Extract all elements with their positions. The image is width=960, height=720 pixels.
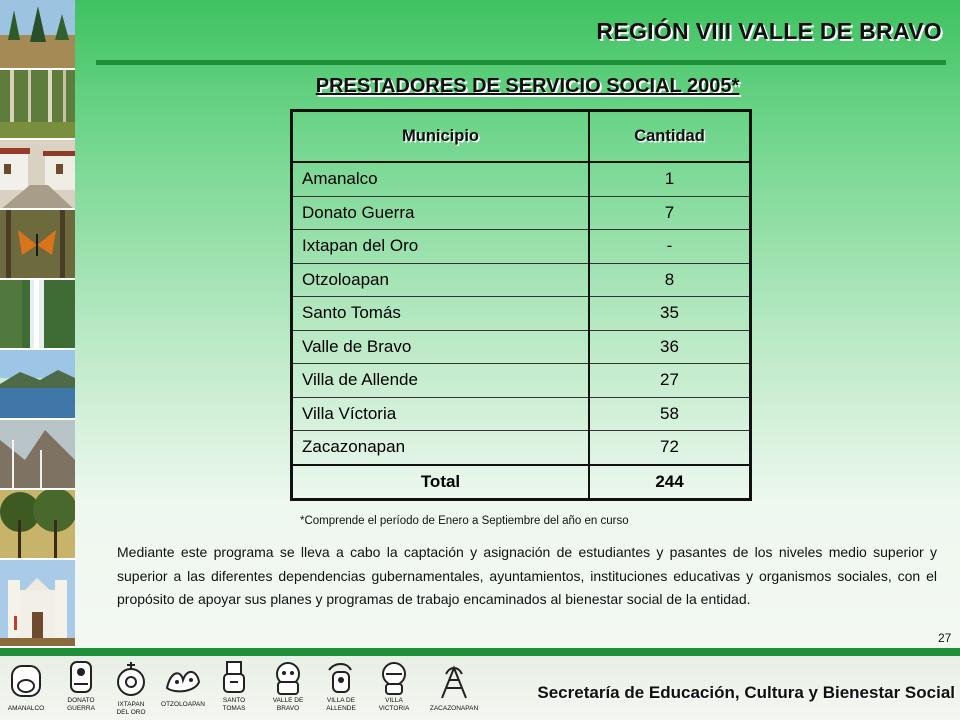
mun-label: VILLA DE [326,697,356,704]
glyph-villa-de-allende [315,660,367,712]
glyph-amanalco [0,660,52,713]
table-row [292,297,751,331]
photo-lake [0,350,75,420]
cell-municipio: Santo Tomás [292,297,590,331]
secretaria-label: Secretaría de Educación, Cultura y Bienestar Social [537,683,955,702]
glyph-otzoloapan [157,660,209,709]
villa-victoria-glyph-icon [374,660,414,696]
cell-municipio: Zacazonapan [292,431,590,465]
cell-cantidad: 7 [589,196,751,230]
photo-street [0,140,75,210]
donato-guerra-glyph-icon [61,660,101,696]
zacazonapan-glyph-icon [432,660,476,704]
total-label: Total [292,465,590,500]
page-title: PRESTADORES DE SERVICIO SOCIAL 2005* [315,75,740,97]
glyph-santo-tomas [208,660,260,712]
footnote: *Comprende el período de Enero a Septiembre del año en curso [300,515,629,527]
table-row [292,263,751,297]
villa-de-allende-glyph-icon [321,660,361,696]
ixtapan-glyph-icon [111,660,151,700]
glyph-ixtapan-del-oro [105,660,157,716]
region-title: REGIÓN VIII VALLE DE BRAVO [596,18,942,44]
photo-mountains [0,420,75,490]
mun-label: SANTO [222,697,246,704]
municipio-glyphs [0,660,495,720]
mun-label: VICTORIA [378,705,410,712]
table-row [292,196,751,230]
photo-trees [0,0,75,70]
mun-label: VALLE DE [272,697,304,704]
table-row [292,230,751,264]
cell-cantidad: - [589,230,751,264]
photo-waterfall [0,280,75,350]
cell-municipio: Valle de Bravo [292,330,590,364]
cell-municipio: Villa de Allende [292,364,590,398]
photo-church [0,560,75,648]
mun-label: ALLENDE [326,705,356,712]
table-header-row [292,111,751,163]
mun-label: GUERRA [67,705,95,712]
cell-municipio: Amanalco [292,162,590,196]
footer-divider [0,648,960,656]
cell-municipio: Villa Víctoria [292,397,590,431]
mun-label: TOMAS [222,705,246,712]
table-row [292,162,751,196]
mun-label: BRAVO [276,705,300,712]
cell-cantidad: 35 [589,297,751,331]
mun-label: DEL ORO [116,709,146,716]
cell-municipio: Ixtapan del Oro [292,230,590,264]
valle-de-bravo-glyph-icon [268,660,308,696]
mun-label: VILLA [385,697,403,704]
otzoloapan-glyph-icon [161,660,205,700]
total-value: 244 [589,465,751,500]
glyph-donato-guerra [55,660,107,712]
amanalco-glyph-icon [6,660,46,704]
cell-cantidad: 27 [589,364,751,398]
cell-cantidad: 8 [589,263,751,297]
cell-municipio: Otzoloapan [292,263,590,297]
mun-label: ZACAZONAPAN [429,705,479,712]
cell-cantidad: 58 [589,397,751,431]
santo-tomas-glyph-icon [214,660,254,696]
title-divider [96,60,946,65]
mun-label: AMANALCO [7,705,45,712]
cell-cantidad: 72 [589,431,751,465]
header-cantidad: Cantidad [589,111,751,163]
cell-cantidad: 36 [589,330,751,364]
mun-label: OTZOLOAPAN [161,701,205,708]
mun-label: DONATO [67,697,95,704]
glyph-villa-victoria [368,660,420,712]
photo-trees-sunset [0,490,75,560]
table-total-row [292,465,751,500]
cell-municipio: Donato Guerra [292,196,590,230]
table-row [292,431,751,465]
table-row [292,330,751,364]
photo-butterfly [0,210,75,280]
prestadores-table [290,109,752,501]
table-row [292,397,751,431]
glyph-valle-de-bravo [262,660,314,712]
description-paragraph: Mediante este programa se lleva a cabo la captación y asignación de estudiantes y pasantes de los niveles medio superior y superior a las diferentes dependencias gubernamentales, ayuntamientos, instituciones educativas y organismos sociales, con el propósito de apoyar sus planes y programas de trabajo encaminados al bienestar social de la entidad. [117,544,937,607]
header-municipio: Municipio [292,111,590,163]
cell-cantidad: 1 [589,162,751,196]
mun-label: IXTAPAN [117,701,145,708]
table-row [292,364,751,398]
glyph-zacazonapan [428,660,480,713]
page-number: 27 [938,631,952,645]
